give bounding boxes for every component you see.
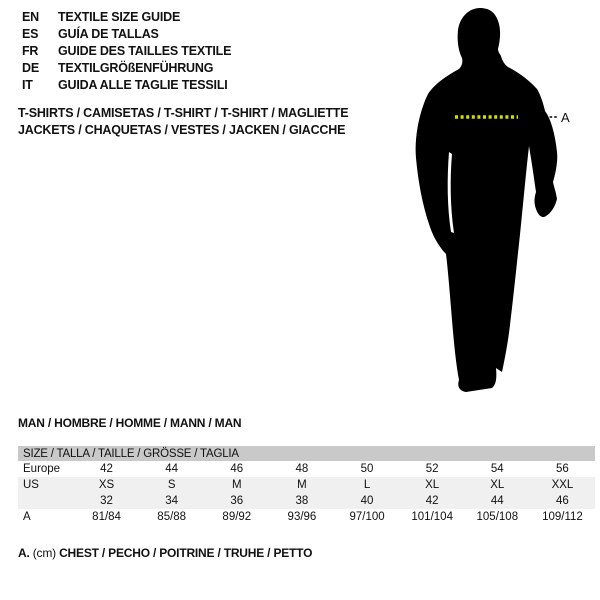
size-cell: 54 bbox=[490, 463, 504, 475]
size-cell: 85/88 bbox=[157, 511, 187, 523]
footnote-prefix: A. bbox=[18, 546, 30, 560]
row-label: A bbox=[23, 511, 31, 523]
language-row-fr bbox=[22, 43, 231, 60]
size-cell: 44 bbox=[490, 495, 504, 507]
size-cell: 38 bbox=[295, 495, 309, 507]
language-label: GUIDE DES TAILLES TEXTILE bbox=[58, 44, 232, 58]
size-cell: 101/104 bbox=[411, 511, 453, 523]
language-row-it bbox=[22, 77, 231, 94]
size-cell: 42 bbox=[100, 463, 113, 475]
language-code: EN bbox=[22, 10, 39, 24]
size-cell: 40 bbox=[360, 495, 374, 507]
size-cell: 109/112 bbox=[542, 511, 583, 523]
size-cell: XXL bbox=[551, 479, 574, 491]
row-label: US bbox=[23, 479, 39, 491]
language-row-en bbox=[22, 9, 231, 26]
size-cell: XL bbox=[490, 479, 505, 491]
size-cell: 81/84 bbox=[92, 511, 121, 523]
language-label: GUÍA DE TALLAS bbox=[58, 27, 159, 41]
footnote-unit: (cm) bbox=[32, 546, 56, 560]
row-label: Europe bbox=[23, 463, 61, 475]
table-row-chest-cm bbox=[18, 509, 595, 525]
table-row-us-letters bbox=[18, 477, 595, 493]
language-label: TEXTILE SIZE GUIDE bbox=[58, 10, 181, 24]
size-cell: M bbox=[232, 479, 242, 491]
footnote-label: CHEST / PECHO / POITRINE / TRUHE / PETTO bbox=[59, 546, 313, 560]
size-cell: 97/100 bbox=[349, 511, 385, 523]
table-row-us-numbers bbox=[18, 493, 595, 509]
size-cell: 52 bbox=[425, 463, 439, 475]
size-cell: S bbox=[167, 479, 176, 491]
language-label: TEXTILGRÖßENFÜHRUNG bbox=[58, 61, 214, 75]
size-cell: 44 bbox=[165, 463, 179, 475]
category-line-tshirts: T-SHIRTS / CAMISETAS / T-SHIRT / T-SHIRT / MAGLIETTE bbox=[18, 106, 349, 120]
man-silhouette bbox=[416, 8, 558, 392]
language-code: IT bbox=[22, 78, 33, 92]
section-title-man: MAN / HOMBRE / HOMME / MANN / MAN bbox=[18, 416, 242, 430]
size-cell: 89/92 bbox=[222, 511, 252, 523]
size-cell: M bbox=[297, 479, 307, 491]
table-row-europe bbox=[18, 461, 595, 477]
size-cell: 32 bbox=[100, 495, 113, 507]
language-list bbox=[22, 9, 231, 94]
size-cell: 48 bbox=[295, 463, 309, 475]
size-cell: 93/96 bbox=[287, 511, 317, 523]
language-row-es bbox=[22, 26, 231, 43]
table-header: SIZE / TALLA / TAILLE / GRÖSSE / TAGLIA bbox=[18, 446, 595, 461]
measure-label-a: A bbox=[561, 110, 570, 125]
size-cell: 46 bbox=[230, 463, 244, 475]
category-lines bbox=[18, 105, 348, 139]
size-cell: 42 bbox=[425, 495, 439, 507]
size-cell: XL bbox=[425, 479, 440, 491]
size-cell: L bbox=[363, 479, 371, 491]
size-cell: 50 bbox=[360, 463, 374, 475]
size-cell: 34 bbox=[165, 495, 179, 507]
size-table bbox=[18, 446, 595, 525]
size-cell: 56 bbox=[556, 463, 569, 475]
man-silhouette-figure bbox=[412, 6, 572, 396]
size-cell: XS bbox=[98, 479, 115, 491]
language-label: GUIDA ALLE TAGLIE TESSILI bbox=[58, 78, 228, 92]
size-cell: 46 bbox=[556, 495, 569, 507]
language-code: DE bbox=[22, 61, 39, 75]
language-code: FR bbox=[22, 44, 39, 58]
footnote-chest bbox=[18, 546, 312, 560]
size-cell: 105/108 bbox=[476, 511, 519, 523]
language-code: ES bbox=[22, 27, 39, 41]
language-row-de bbox=[22, 60, 231, 77]
category-line-jackets: JACKETS / CHAQUETAS / VESTES / JACKEN / GIACCHE bbox=[18, 123, 346, 137]
size-cell: 36 bbox=[230, 495, 244, 507]
